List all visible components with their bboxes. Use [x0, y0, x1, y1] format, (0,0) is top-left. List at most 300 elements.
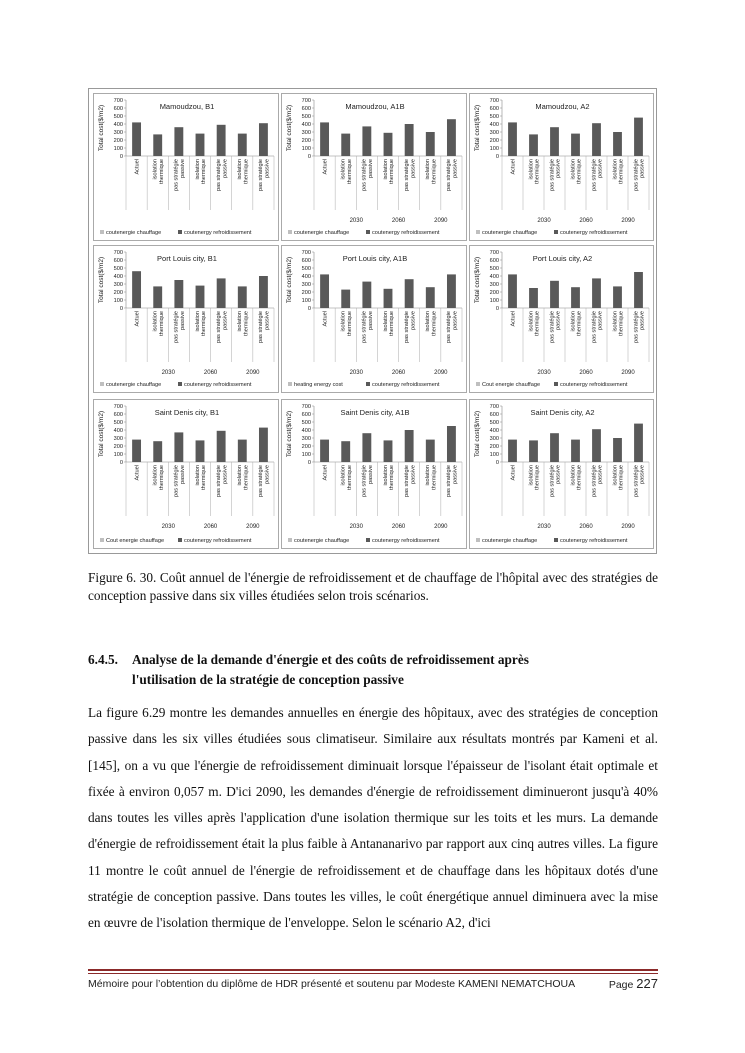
y-tick-label: 400 [301, 122, 311, 128]
x-tick-label: passive [222, 159, 229, 178]
y-tick-label: 200 [489, 290, 499, 296]
bar-cooling [153, 286, 162, 308]
legend-swatch-heating [288, 538, 292, 542]
chart-panel-mamoudzou-b1 [93, 93, 279, 241]
group-label: 2060 [391, 370, 406, 376]
y-tick-label: 600 [489, 106, 499, 112]
x-tick-label: thermique [534, 159, 541, 184]
bar-cooling [634, 424, 643, 462]
page-number-block [609, 976, 658, 991]
group-label: 2090 [246, 524, 260, 530]
bar-cooling [426, 287, 435, 308]
chart-panel-saintdenis-a1b [281, 399, 467, 549]
y-tick-label: 300 [301, 282, 311, 288]
x-tick-label: pas stratégie [403, 159, 410, 192]
x-tick-label: pas stratégie [215, 311, 222, 344]
y-tick-label: 500 [113, 114, 123, 120]
chart-svg [94, 94, 279, 241]
x-tick-label: passive [410, 311, 417, 330]
group-label: 2030 [537, 370, 551, 376]
x-tick-label: isolation [340, 465, 347, 486]
chart-panel-mamoudzou-a2 [469, 93, 654, 241]
chart-title: Port Louis city, A2 [532, 254, 593, 263]
bar-cooling [529, 288, 538, 308]
x-tick-label: passive [452, 465, 459, 484]
group-label: 2060 [203, 370, 218, 376]
legend-swatch-heating [100, 230, 104, 234]
legend-swatch-heating [476, 382, 480, 386]
y-axis-label: Total cost($/m2) [286, 256, 293, 304]
y-tick-label: 100 [301, 298, 311, 304]
x-tick-label: isolation [152, 311, 159, 332]
x-tick-label: isolation [528, 311, 535, 332]
bar-cooling [529, 440, 538, 462]
group-label: 2030 [161, 370, 175, 376]
bar-cooling [153, 441, 162, 462]
bar-cooling [196, 440, 205, 462]
x-tick-label: Actuel [134, 159, 141, 175]
legend-swatch-heating [100, 382, 104, 386]
bar-cooling [405, 124, 414, 156]
chart-panel-saintdenis-a2 [469, 399, 654, 549]
bar-cooling [613, 286, 622, 308]
group-label: 2060 [203, 524, 218, 530]
x-tick-label: isolation [425, 465, 432, 486]
y-tick-label: 600 [113, 412, 123, 418]
group-label: 2030 [349, 218, 363, 224]
x-tick-label: thermique [389, 465, 396, 490]
y-tick-label: 300 [113, 436, 123, 442]
y-tick-label: 600 [489, 412, 499, 418]
group-label: 2060 [579, 218, 593, 224]
x-tick-label: isolation [425, 311, 432, 332]
y-tick-label: 700 [489, 250, 499, 256]
bar-cooling [508, 122, 517, 156]
bar-cooling [592, 123, 601, 156]
body-paragraph: La figure 6.29 montre les demandes annuelles en énergie des hôpitaux, avec des stratégies de conception passive dans les six villes étudiées sous climatiseur. Similaire aux résultats montrés par Kameni et al. [145], on a vu que l'énergie de refroidissement diminuait lorsque l'épaisseur de l'isolant était optimale et fixée à environ 0,057 m. D'ici 2090, les demandes d'énergie de refroidissement diminueront jusqu'à 40% dans toutes les villes après l'application d'une isolation thermique sur les toits et les murs. La demande d'énergie de refroidissement était la plus faible à Antananarivo par rapport aux cinq autres villes. La figure 11 montre le coût annuel de l'énergie de refroidissement et de chauffage dans les hôpitaux dotés d'une stratégie de conception passive. Dans toutes les villes, le coût énergétique annuel diminuera avec la mise en œuvre de l'isolation thermique de l'enveloppe. Selon le scénario A2, d'ici [88, 705, 658, 931]
y-tick-label: 200 [301, 138, 311, 144]
x-tick-label: Actuel [510, 311, 517, 327]
x-tick-label: pas stratégie [446, 311, 453, 344]
x-tick-label: pas stratégie [258, 311, 265, 344]
legend-label-heating: Cout energie chauffage [482, 382, 541, 388]
page-number: 227 [636, 976, 658, 991]
bar-cooling [259, 428, 268, 462]
bar-cooling [196, 134, 205, 156]
x-tick-label: thermique [618, 465, 625, 490]
bar-cooling [320, 274, 329, 308]
y-tick-label: 100 [489, 298, 499, 304]
y-tick-label: 600 [113, 106, 123, 112]
x-tick-label: isolation [570, 159, 577, 180]
bar-cooling [341, 134, 350, 156]
y-tick-label: 400 [301, 428, 311, 434]
bar-cooling [384, 133, 393, 156]
bar-cooling [341, 290, 350, 308]
x-tick-label: thermique [534, 465, 541, 490]
x-tick-label: thermique [534, 311, 541, 336]
x-tick-label: thermique [576, 159, 583, 184]
x-tick-label: isolation [425, 159, 432, 180]
x-tick-label: isolation [194, 465, 201, 486]
x-tick-label: Actuel [322, 159, 329, 175]
legend-label-heating: heating energy cost [294, 382, 343, 388]
group-label: 2090 [621, 524, 635, 530]
chart-title: Port Louis city, B1 [157, 254, 217, 263]
y-tick-label: 500 [489, 420, 499, 426]
bar-cooling [550, 281, 559, 308]
y-tick-label: 0 [119, 460, 123, 466]
bar-cooling [571, 287, 580, 308]
x-tick-label: thermique [201, 465, 208, 490]
legend-label-heating: coutenergie chauffage [106, 230, 162, 236]
x-tick-label: pas stratégie [633, 159, 640, 192]
x-tick-label: pas stratégie [549, 311, 556, 344]
x-tick-label: isolation [194, 159, 201, 180]
bar-cooling [405, 430, 414, 462]
y-tick-label: 300 [301, 130, 311, 136]
bar-cooling [613, 132, 622, 156]
y-tick-label: 400 [113, 122, 123, 128]
x-tick-label: thermique [158, 311, 165, 336]
y-tick-label: 100 [489, 146, 499, 152]
bar-cooling [571, 440, 580, 462]
bar-cooling [132, 271, 141, 308]
y-tick-label: 0 [307, 306, 311, 312]
bar-cooling [613, 438, 622, 462]
group-label: 2060 [579, 524, 593, 530]
bar-cooling [217, 125, 226, 156]
bar-cooling [508, 274, 517, 308]
x-tick-label: pas stratégie [591, 311, 598, 344]
section-number: 6.4.5. [88, 652, 118, 667]
x-tick-label: Actuel [134, 311, 141, 327]
x-tick-label: thermique [243, 311, 250, 336]
chart-title: Port Louis city, A1B [342, 254, 408, 263]
group-label: 2090 [434, 370, 448, 376]
legend-swatch-cooling [554, 230, 558, 234]
y-tick-label: 400 [113, 274, 123, 280]
x-tick-label: pas stratégie [403, 465, 410, 498]
bar-cooling [508, 440, 517, 462]
group-label: 2030 [349, 524, 363, 530]
y-axis-label: Total cost($/m2) [474, 256, 481, 304]
x-tick-label: thermique [431, 311, 438, 336]
chart-panel-portlouis-a2 [469, 245, 654, 393]
chart-title: Saint Denis city, A1B [340, 408, 410, 417]
bar-cooling [550, 433, 559, 462]
y-tick-label: 500 [301, 420, 311, 426]
x-tick-label: pas stratégie [173, 311, 180, 344]
bar-cooling [426, 132, 435, 156]
y-tick-label: 700 [301, 404, 311, 410]
group-label: 2090 [621, 370, 635, 376]
x-tick-label: passive [368, 159, 375, 178]
y-tick-label: 300 [113, 130, 123, 136]
x-tick-label: Actuel [510, 159, 517, 175]
chart-svg [94, 246, 279, 393]
bar-cooling [132, 440, 141, 462]
x-tick-label: thermique [201, 311, 208, 336]
group-label: 2060 [391, 218, 406, 224]
y-tick-label: 400 [489, 274, 499, 280]
x-tick-label: isolation [612, 311, 619, 332]
x-tick-label: thermique [346, 465, 353, 490]
bar-cooling [153, 134, 162, 156]
bar-cooling [217, 278, 226, 308]
bar-cooling [238, 440, 247, 462]
y-tick-label: 300 [301, 436, 311, 442]
chart-svg [282, 400, 467, 549]
y-tick-label: 700 [301, 98, 311, 104]
bar-cooling [259, 276, 268, 308]
legend-label-cooling: coutenergy refroidissement [372, 538, 440, 544]
legend-label-cooling: coutenergy refroidissement [372, 382, 440, 388]
y-tick-label: 500 [113, 420, 123, 426]
section-title-line1: Analyse de la demande d'énergie et des coûts de refroidissement après [132, 652, 529, 667]
section-title-line2: l'utilisation de la stratégie de conception passive [132, 672, 404, 687]
x-tick-label: isolation [237, 311, 244, 332]
group-label: 2090 [621, 218, 635, 224]
section-heading [88, 650, 658, 690]
y-tick-label: 0 [495, 154, 499, 160]
y-tick-label: 300 [489, 282, 499, 288]
y-tick-label: 700 [113, 98, 123, 104]
y-axis-label: Total cost($/m2) [474, 104, 481, 152]
bar-cooling [238, 286, 247, 308]
bar-cooling [174, 127, 183, 156]
legend-label-heating: coutenergie chauffage [106, 382, 162, 388]
x-tick-label: passive [555, 311, 562, 330]
y-tick-label: 500 [301, 114, 311, 120]
y-axis-label: Total cost($/m2) [98, 104, 105, 152]
y-tick-label: 100 [301, 146, 311, 152]
x-tick-label: passive [264, 465, 271, 484]
bar-cooling [634, 272, 643, 308]
x-tick-label: passive [222, 465, 229, 484]
y-tick-label: 500 [113, 266, 123, 272]
y-tick-label: 600 [301, 106, 311, 112]
bar-cooling [196, 286, 205, 308]
legend-label-cooling: coutenergy refroidissement [560, 382, 628, 388]
x-tick-label: passive [410, 159, 417, 178]
x-tick-label: thermique [243, 465, 250, 490]
x-tick-label: passive [555, 465, 562, 484]
bar-cooling [447, 119, 456, 156]
x-tick-label: thermique [431, 465, 438, 490]
x-tick-label: thermique [201, 159, 208, 184]
x-tick-label: pas stratégie [258, 465, 265, 498]
legend-label-heating: coutenergie chauffage [294, 538, 350, 544]
x-tick-label: pas stratégie [446, 465, 453, 498]
bar-cooling [320, 122, 329, 156]
y-tick-label: 600 [301, 412, 311, 418]
y-axis-label: Total cost($/m2) [98, 410, 105, 458]
x-tick-label: thermique [618, 159, 625, 184]
x-tick-label: passive [264, 311, 271, 330]
chart-svg [470, 94, 654, 241]
legend-swatch-cooling [366, 230, 370, 234]
x-tick-label: passive [180, 311, 187, 330]
legend-swatch-heating [476, 230, 480, 234]
x-tick-label: thermique [431, 159, 438, 184]
chart-svg [94, 400, 279, 549]
y-tick-label: 100 [113, 298, 123, 304]
y-tick-label: 700 [113, 404, 123, 410]
legend-swatch-heating [100, 538, 104, 542]
footer-rule [88, 969, 658, 971]
x-tick-label: Actuel [322, 465, 329, 481]
bar-cooling [362, 433, 371, 462]
x-tick-label: pas stratégie [361, 311, 368, 344]
y-tick-label: 100 [301, 452, 311, 458]
x-tick-label: pas stratégie [361, 465, 368, 498]
bar-cooling [362, 282, 371, 308]
legend-swatch-cooling [178, 230, 182, 234]
bar-cooling [362, 126, 371, 156]
y-tick-label: 400 [113, 428, 123, 434]
y-tick-label: 100 [113, 452, 123, 458]
y-tick-label: 200 [301, 290, 311, 296]
x-tick-label: thermique [389, 159, 396, 184]
x-tick-label: isolation [340, 311, 347, 332]
page-label: Page [608, 979, 634, 991]
x-tick-label: passive [410, 465, 417, 484]
y-axis-label: Total cost($/m2) [286, 104, 293, 152]
y-tick-label: 200 [489, 444, 499, 450]
bar-cooling [426, 440, 435, 462]
legend-label-heating: coutenergie chauffage [482, 230, 538, 236]
footer-text: Mémoire pour l’obtention du diplôme de HDR présenté et soutenu par Modeste KAMENI NEMATCHOUA [88, 978, 576, 990]
group-label: 2090 [434, 218, 448, 224]
x-tick-label: thermique [158, 159, 165, 184]
y-tick-label: 500 [489, 266, 499, 272]
chart-svg [282, 94, 467, 241]
bar-cooling [174, 280, 183, 308]
bar-cooling [259, 123, 268, 156]
x-tick-label: isolation [382, 465, 389, 486]
bar-cooling [592, 429, 601, 462]
y-tick-label: 200 [489, 138, 499, 144]
bar-cooling [447, 426, 456, 462]
y-tick-label: 700 [301, 250, 311, 256]
y-tick-label: 0 [495, 460, 499, 466]
y-tick-label: 600 [489, 258, 499, 264]
bar-cooling [571, 134, 580, 156]
x-tick-label: pas stratégie [173, 465, 180, 498]
legend-swatch-cooling [554, 382, 558, 386]
y-tick-label: 700 [489, 98, 499, 104]
legend-label-cooling: coutenergy refroidissement [184, 230, 252, 236]
bar-cooling [634, 118, 643, 156]
bar-cooling [174, 432, 183, 462]
legend-swatch-heating [476, 538, 480, 542]
chart-title: Mamoudzou, B1 [159, 102, 215, 111]
bar-cooling [217, 431, 226, 462]
legend-swatch-cooling [178, 382, 182, 386]
y-tick-label: 400 [301, 274, 311, 280]
legend-swatch-cooling [366, 538, 370, 542]
group-label: 2060 [391, 524, 406, 530]
chart-panel-portlouis-b1 [93, 245, 279, 393]
y-tick-label: 0 [307, 460, 311, 466]
y-tick-label: 200 [113, 444, 123, 450]
x-tick-label: passive [555, 159, 562, 178]
x-tick-label: pas stratégie [361, 159, 368, 192]
x-tick-label: passive [452, 159, 459, 178]
x-tick-label: isolation [612, 465, 619, 486]
x-tick-label: thermique [618, 311, 625, 336]
y-axis-label: Total cost($/m2) [474, 410, 481, 458]
x-tick-label: passive [639, 311, 646, 330]
y-tick-label: 100 [113, 146, 123, 152]
chart-title: Saint Denis city, A2 [530, 408, 595, 417]
chart-title: Saint Denis city, B1 [154, 408, 220, 417]
x-tick-label: Actuel [510, 465, 517, 481]
legend-label-cooling: coutenergy refroidissement [560, 538, 628, 544]
x-tick-label: thermique [243, 159, 250, 184]
y-tick-label: 400 [489, 428, 499, 434]
x-tick-label: isolation [152, 465, 159, 486]
bar-cooling [384, 440, 393, 462]
y-tick-label: 300 [489, 130, 499, 136]
x-tick-label: pas stratégie [403, 311, 410, 344]
chart-svg [470, 246, 654, 393]
chart-title: Mamoudzou, A1B [345, 102, 405, 111]
x-tick-label: pas stratégie [591, 159, 598, 192]
x-tick-label: Actuel [134, 465, 141, 481]
x-tick-label: isolation [382, 311, 389, 332]
x-tick-label: thermique [576, 311, 583, 336]
x-tick-label: isolation [528, 159, 535, 180]
y-axis-label: Total cost($/m2) [98, 256, 105, 304]
y-tick-label: 0 [119, 154, 123, 160]
y-tick-label: 500 [489, 114, 499, 120]
x-tick-label: passive [368, 311, 375, 330]
group-label: 2030 [161, 524, 175, 530]
bar-cooling [550, 127, 559, 156]
bar-cooling [320, 440, 329, 462]
x-tick-label: pas stratégie [633, 465, 640, 498]
x-tick-label: pas stratégie [173, 159, 180, 192]
x-tick-label: isolation [194, 311, 201, 332]
figure-caption: Figure 6. 30. Coût annuel de l'énergie de refroidissement et de chauffage de l'hôpital avec des stratégies de conception passive dans six villes étudiées selon trois scénarios. [88, 570, 658, 603]
group-label: 2060 [579, 370, 593, 376]
legend-label-cooling: coutenergy refroidissement [184, 538, 252, 544]
group-label: 2030 [349, 370, 363, 376]
y-tick-label: 400 [489, 122, 499, 128]
x-tick-label: passive [264, 159, 271, 178]
y-tick-label: 700 [113, 250, 123, 256]
x-tick-label: isolation [237, 465, 244, 486]
x-tick-label: isolation [152, 159, 159, 180]
bar-cooling [592, 278, 601, 308]
chart-panel-saintdenis-b1 [93, 399, 279, 549]
y-tick-label: 300 [113, 282, 123, 288]
page-footer [88, 978, 658, 990]
y-tick-label: 0 [119, 306, 123, 312]
legend-swatch-heating [288, 382, 292, 386]
x-tick-label: isolation [237, 159, 244, 180]
x-tick-label: thermique [346, 159, 353, 184]
legend-label-cooling: coutenergy refroidissement [372, 230, 440, 236]
y-tick-label: 600 [113, 258, 123, 264]
x-tick-label: pas stratégie [215, 465, 222, 498]
group-label: 2090 [434, 524, 448, 530]
y-tick-label: 600 [301, 258, 311, 264]
legend-label-heating: Cout energie chauffage [106, 538, 165, 544]
y-tick-label: 200 [301, 444, 311, 450]
